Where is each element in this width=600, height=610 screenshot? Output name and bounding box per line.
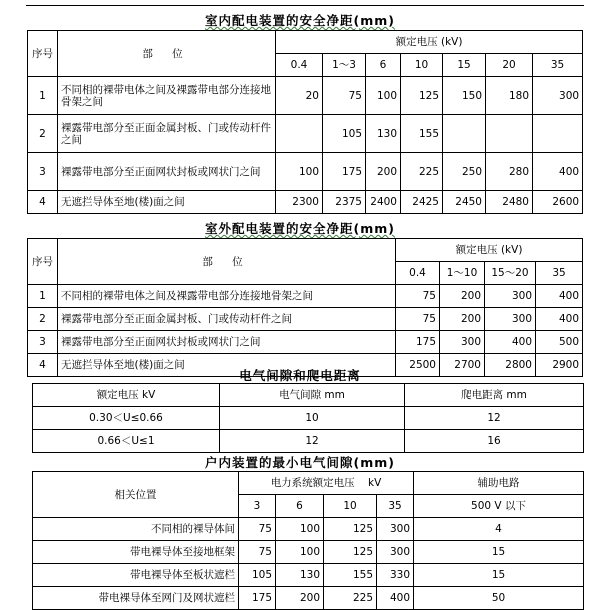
row-part-description: 裸露带电部分至正面金属封板、门或传动杆件之间 bbox=[58, 115, 276, 153]
voltage-range: 0.30＜U≤0.66 bbox=[33, 407, 220, 430]
clearance-value: 12 bbox=[220, 430, 405, 453]
value-cell: 300 bbox=[485, 308, 536, 331]
table3-title-text: 电气间隙和爬电距离 bbox=[239, 368, 361, 383]
t2-voltage-4: 35 bbox=[536, 262, 583, 285]
row-number: 4 bbox=[28, 354, 58, 377]
value-cell: 200 bbox=[276, 587, 324, 610]
table-row bbox=[28, 115, 583, 153]
table-row bbox=[28, 77, 583, 115]
value-cell: 225 bbox=[324, 587, 377, 610]
row-number: 1 bbox=[28, 77, 58, 115]
value-cell: 150 bbox=[443, 77, 486, 115]
value-cell: 180 bbox=[486, 77, 533, 115]
t1-header-part bbox=[58, 31, 276, 77]
row-part-description: 不同相的裸带电体之间及裸露带电部分连接地骨架之间 bbox=[58, 77, 276, 115]
t4-header-unit: kV bbox=[368, 477, 382, 489]
value-cell: 200 bbox=[440, 285, 485, 308]
t2-voltage-3: 15～20 bbox=[485, 262, 536, 285]
value-cell: 2400 bbox=[366, 191, 401, 214]
value-cell: 400 bbox=[533, 153, 583, 191]
value-cell: 75 bbox=[396, 308, 440, 331]
value-cell: 20 bbox=[276, 77, 323, 115]
value-cell: 300 bbox=[485, 285, 536, 308]
voltage-range: 0.66＜U≤1 bbox=[33, 430, 220, 453]
t2-header-part-text: 部 位 bbox=[202, 255, 251, 268]
t2-header-part bbox=[58, 239, 396, 285]
value-cell: 100 bbox=[276, 153, 323, 191]
t3-header-2: 电气间隙 mm bbox=[220, 384, 405, 407]
t4-header-system-voltage bbox=[239, 472, 414, 495]
value-cell: 400 bbox=[536, 308, 583, 331]
table-row bbox=[33, 518, 584, 541]
value-cell: 125 bbox=[324, 518, 377, 541]
previous-table-edge bbox=[26, 0, 584, 6]
value-cell: 175 bbox=[239, 587, 276, 610]
value-cell: 130 bbox=[276, 564, 324, 587]
t1-voltage-5: 15 bbox=[443, 54, 486, 77]
t1-header-voltage: 额定电压 (kV) bbox=[276, 31, 583, 54]
outdoor-clearance-table bbox=[27, 238, 583, 377]
value-cell: 100 bbox=[276, 518, 324, 541]
value-cell: 2450 bbox=[443, 191, 486, 214]
value-cell: 2600 bbox=[533, 191, 583, 214]
value-cell bbox=[276, 115, 323, 153]
table-row bbox=[33, 587, 584, 610]
t2-voltage-2: 1～10 bbox=[440, 262, 485, 285]
value-cell: 105 bbox=[323, 115, 366, 153]
value-cell: 155 bbox=[401, 115, 443, 153]
value-cell: 300 bbox=[440, 331, 485, 354]
aux-circuit-value: 15 bbox=[414, 564, 584, 587]
t4-voltage-1: 3 bbox=[239, 495, 276, 518]
value-cell bbox=[443, 115, 486, 153]
t4-voltage-2: 6 bbox=[276, 495, 324, 518]
t2-header-voltage: 额定电压 (kV) bbox=[396, 239, 583, 262]
value-cell: 250 bbox=[443, 153, 486, 191]
table-row bbox=[28, 308, 583, 331]
value-cell: 2300 bbox=[276, 191, 323, 214]
table-header-row bbox=[33, 384, 584, 407]
t4-voltage-4: 35 bbox=[377, 495, 414, 518]
value-cell: 100 bbox=[366, 77, 401, 115]
value-cell: 400 bbox=[485, 331, 536, 354]
t1-voltage-6: 20 bbox=[486, 54, 533, 77]
value-cell: 75 bbox=[323, 77, 366, 115]
creepage-value: 12 bbox=[405, 407, 584, 430]
creepage-value: 16 bbox=[405, 430, 584, 453]
table-row bbox=[33, 430, 584, 453]
position-description: 带电裸导体至板状遮栏 bbox=[33, 564, 239, 587]
value-cell: 75 bbox=[239, 518, 276, 541]
value-cell: 2480 bbox=[486, 191, 533, 214]
t4-header-position: 相关位置 bbox=[33, 472, 239, 518]
value-cell: 105 bbox=[239, 564, 276, 587]
t4-voltage-3: 10 bbox=[324, 495, 377, 518]
row-part-description: 无遮拦导体至地(楼)面之间 bbox=[58, 354, 396, 377]
t1-voltage-3: 6 bbox=[366, 54, 401, 77]
t1-header-part-text: 部 位 bbox=[142, 47, 191, 60]
t1-voltage-2: 1～3 bbox=[323, 54, 366, 77]
value-cell: 155 bbox=[324, 564, 377, 587]
table-row bbox=[28, 285, 583, 308]
t3-header-3: 爬电距离 mm bbox=[405, 384, 584, 407]
row-part-description: 无遮拦导体至地(楼)面之间 bbox=[58, 191, 276, 214]
indoor-min-clearance-table bbox=[32, 471, 584, 610]
aux-circuit-value: 4 bbox=[414, 518, 584, 541]
t2-voltage-1: 0.4 bbox=[396, 262, 440, 285]
row-number: 2 bbox=[28, 308, 58, 331]
table-row bbox=[33, 541, 584, 564]
table3-title bbox=[0, 366, 600, 384]
table1-title bbox=[0, 11, 600, 29]
table4-title-text: 户内装置的最小电气间隙(mm) bbox=[205, 455, 395, 470]
value-cell: 125 bbox=[324, 541, 377, 564]
t4-header-system-voltage-text: 电力系统额定电压 bbox=[270, 477, 355, 489]
position-description: 带电裸导体至接地框架 bbox=[33, 541, 239, 564]
position-description: 不同相的裸导体间 bbox=[33, 518, 239, 541]
value-cell: 400 bbox=[377, 587, 414, 610]
value-cell: 2700 bbox=[440, 354, 485, 377]
row-part-description: 不同相的裸带电体之间及裸露带电部分连接地骨架之间 bbox=[58, 285, 396, 308]
value-cell: 200 bbox=[440, 308, 485, 331]
table4-title bbox=[0, 453, 600, 471]
row-number: 4 bbox=[28, 191, 58, 214]
value-cell: 330 bbox=[377, 564, 414, 587]
row-number: 1 bbox=[28, 285, 58, 308]
value-cell: 2800 bbox=[485, 354, 536, 377]
table2-title bbox=[0, 219, 600, 237]
t1-voltage-7: 35 bbox=[533, 54, 583, 77]
value-cell: 2425 bbox=[401, 191, 443, 214]
indoor-clearance-table bbox=[27, 30, 583, 214]
value-cell: 2375 bbox=[323, 191, 366, 214]
value-cell: 2500 bbox=[396, 354, 440, 377]
table-row bbox=[33, 407, 584, 430]
t1-voltage-1: 0.4 bbox=[276, 54, 323, 77]
t2-header-seq: 序号 bbox=[28, 239, 58, 285]
row-number: 3 bbox=[28, 331, 58, 354]
table1-title-text: 室内配电装置的安全净距(mm) bbox=[205, 13, 395, 28]
t4-header-aux1: 辅助电路 bbox=[414, 472, 584, 495]
aux-circuit-value: 50 bbox=[414, 587, 584, 610]
table-row bbox=[33, 564, 584, 587]
table-row bbox=[28, 331, 583, 354]
value-cell: 2900 bbox=[536, 354, 583, 377]
value-cell bbox=[533, 115, 583, 153]
t4-header-aux2: 500 V 以下 bbox=[414, 495, 584, 518]
value-cell: 400 bbox=[536, 285, 583, 308]
value-cell: 100 bbox=[276, 541, 324, 564]
clearance-value: 10 bbox=[220, 407, 405, 430]
t3-header-1: 额定电压 kV bbox=[33, 384, 220, 407]
value-cell: 125 bbox=[401, 77, 443, 115]
value-cell: 300 bbox=[377, 541, 414, 564]
value-cell: 175 bbox=[323, 153, 366, 191]
table-row bbox=[28, 191, 583, 214]
table-row bbox=[28, 153, 583, 191]
value-cell: 130 bbox=[366, 115, 401, 153]
value-cell: 175 bbox=[396, 331, 440, 354]
clearance-creepage-table bbox=[32, 383, 584, 453]
row-number: 2 bbox=[28, 115, 58, 153]
value-cell: 280 bbox=[486, 153, 533, 191]
value-cell: 75 bbox=[396, 285, 440, 308]
value-cell: 200 bbox=[366, 153, 401, 191]
row-part-description: 裸露带电部分至正面网状封板或网状门之间 bbox=[58, 153, 276, 191]
value-cell: 75 bbox=[239, 541, 276, 564]
t1-voltage-4: 10 bbox=[401, 54, 443, 77]
value-cell bbox=[486, 115, 533, 153]
row-part-description: 裸露带电部分至正面网状封板或网状门之间 bbox=[58, 331, 396, 354]
table2-title-text: 室外配电装置的安全净距(mm) bbox=[205, 221, 395, 236]
value-cell: 300 bbox=[533, 77, 583, 115]
value-cell: 225 bbox=[401, 153, 443, 191]
row-number: 3 bbox=[28, 153, 58, 191]
value-cell: 500 bbox=[536, 331, 583, 354]
value-cell: 300 bbox=[377, 518, 414, 541]
position-description: 带电裸导体至网门及网状遮栏 bbox=[33, 587, 239, 610]
t1-header-seq: 序号 bbox=[28, 31, 58, 77]
row-part-description: 裸露带电部分至正面金属封板、门或传动杆件之间 bbox=[58, 308, 396, 331]
aux-circuit-value: 15 bbox=[414, 541, 584, 564]
